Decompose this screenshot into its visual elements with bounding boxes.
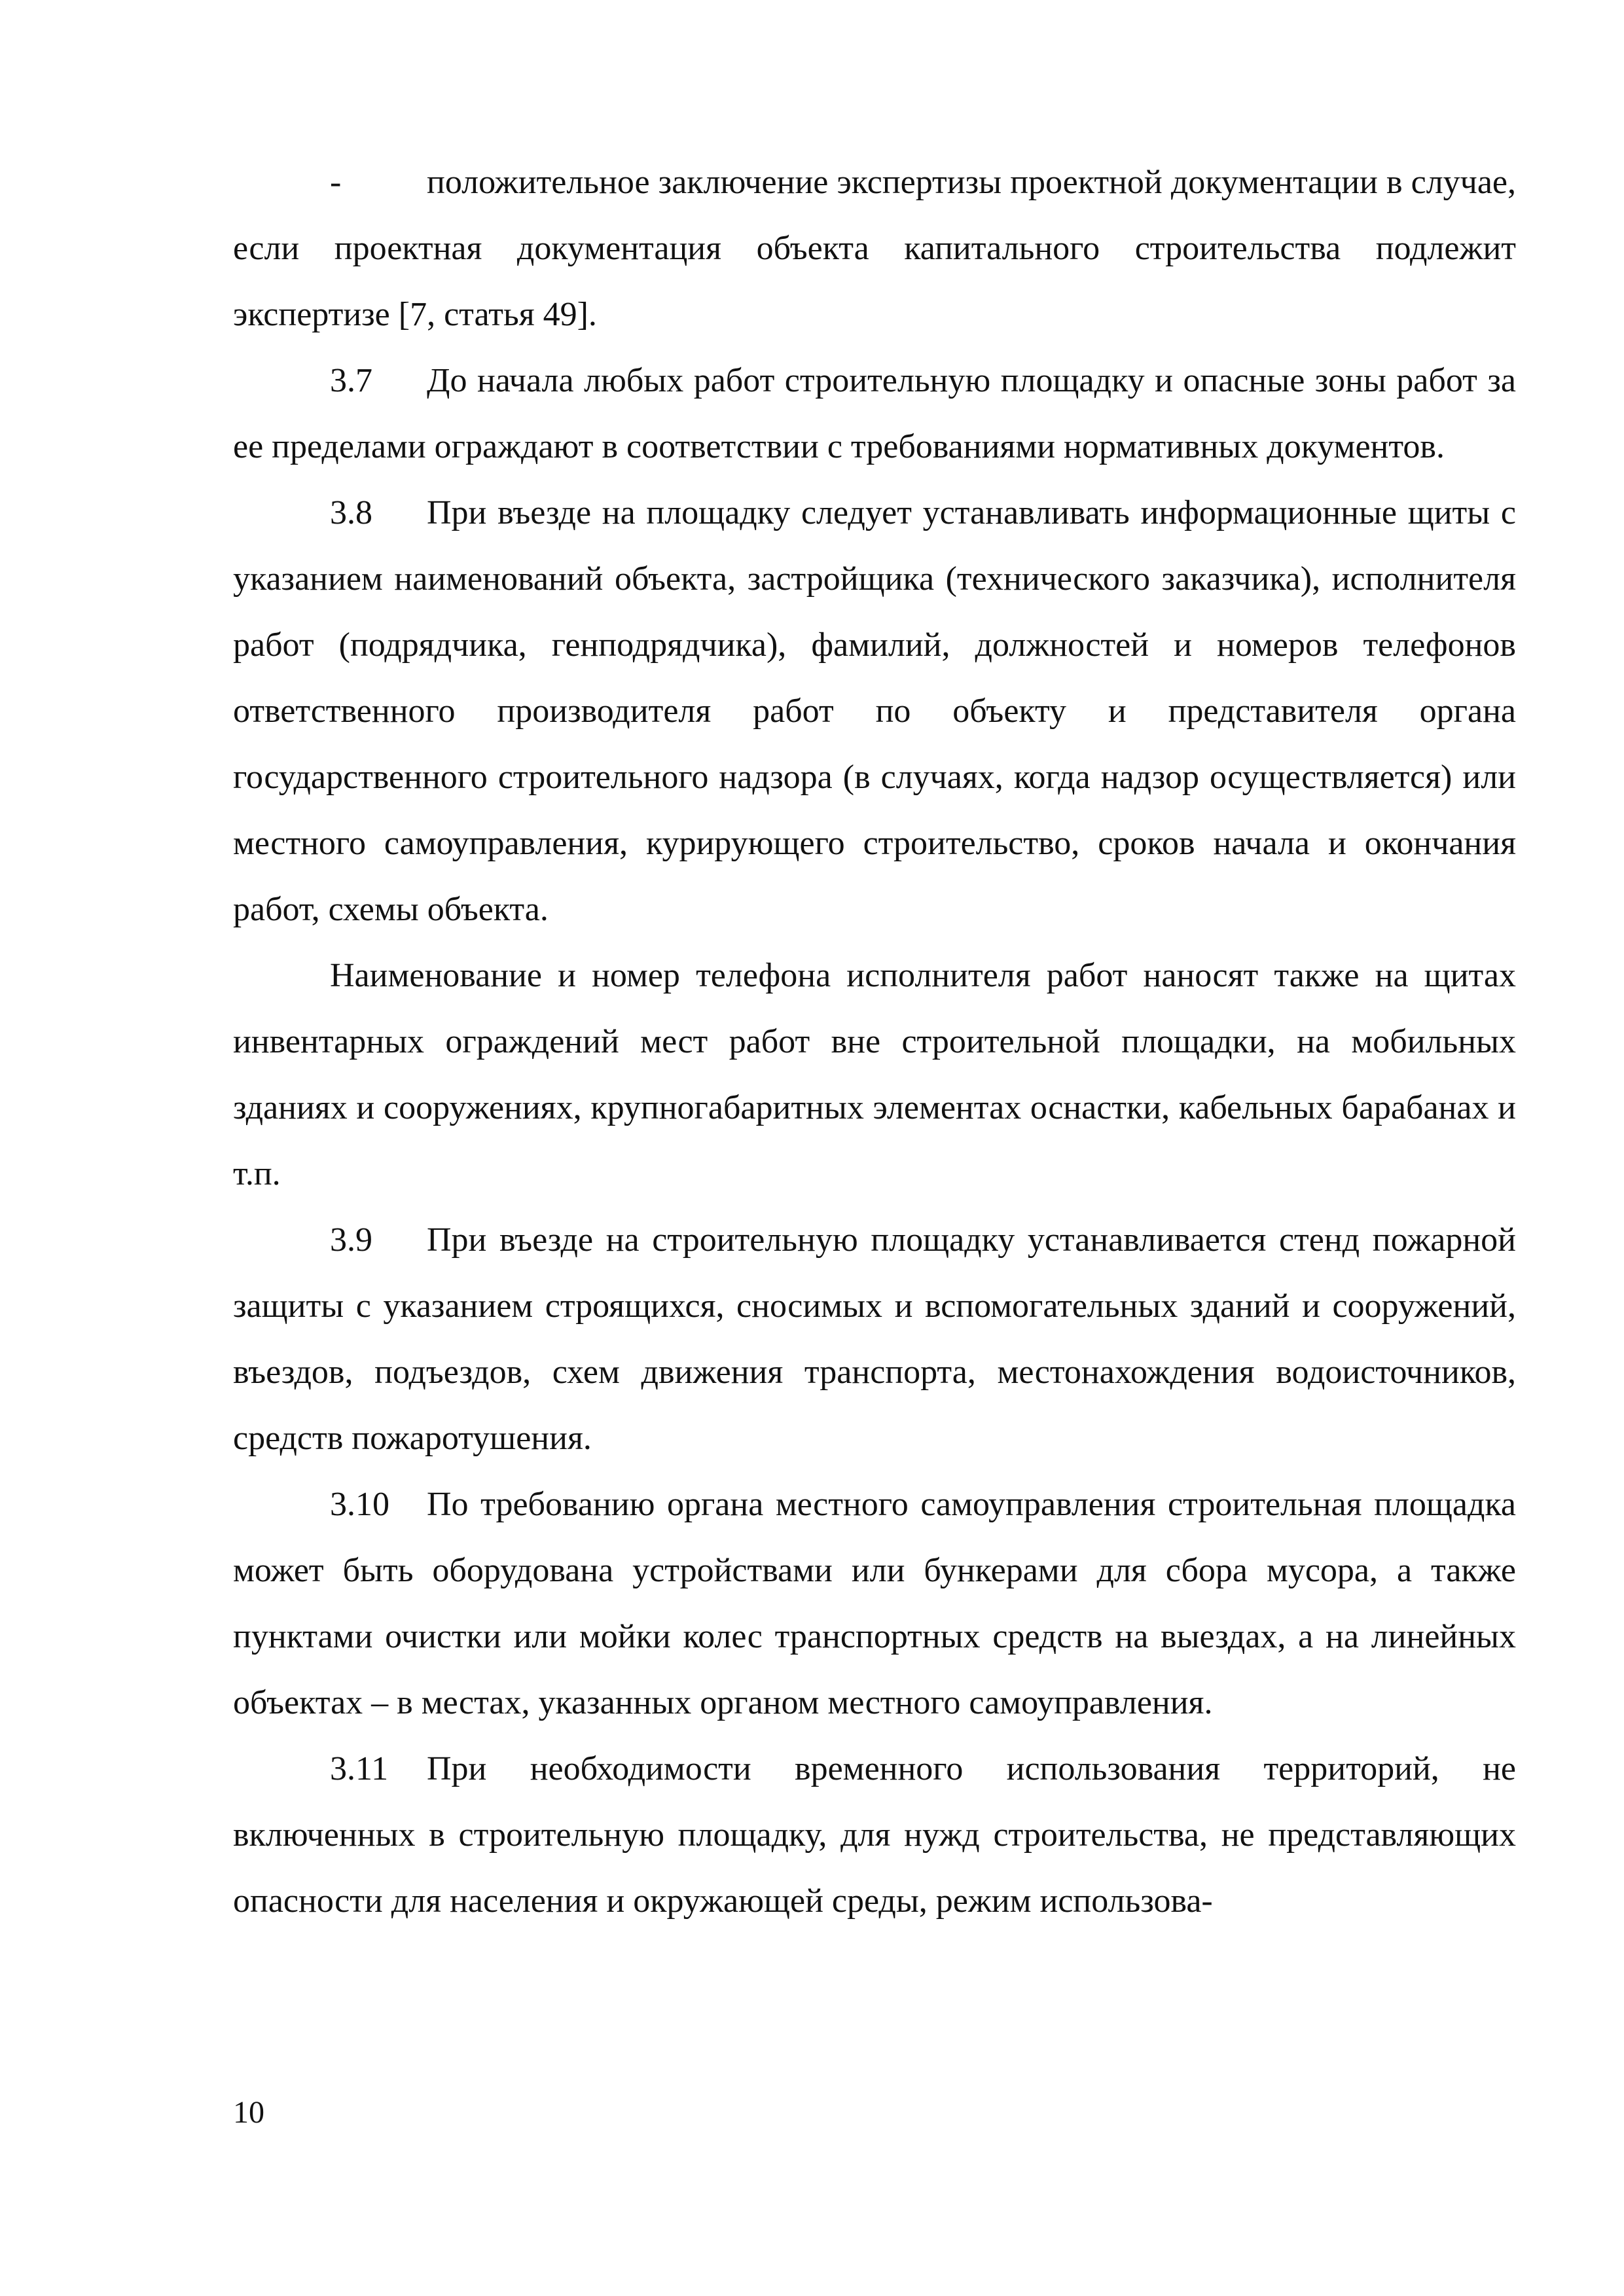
clause-3-11 xyxy=(233,1736,1516,1934)
clause-text: До начала любых работ строительную площадку и опасные зоны работ за ее пределами ограждают в соответствии с требованиями нормативных документов. xyxy=(233,362,1516,465)
clause-text: При въезде на строительную площадку устанавливается стенд пожарной защиты с указанием строящихся, сносимых и вспомогательных зданий и сооружений, въездов, подъездов, схем движения транспорта, местонахождения водоисточников, средств пожаротушения. xyxy=(233,1221,1516,1457)
clause-3-7 xyxy=(233,348,1516,480)
clause-number: 3.9 xyxy=(330,1221,372,1259)
paragraph-text: Наименование и номер телефона исполнителя работ наносят также на щитах инвентарных ограждений мест работ вне строительной площадки, на мобильных зданиях и сооружениях, крупногабаритных элементах оснастки, кабельных барабанах и т.п. xyxy=(233,957,1516,1193)
clause-number: 3.10 xyxy=(330,1486,389,1523)
clause-number: 3.8 xyxy=(330,494,372,531)
paragraph-contractor-info xyxy=(233,942,1516,1207)
clause-3-9 xyxy=(233,1207,1516,1471)
list-dash: - xyxy=(330,164,342,201)
clause-text: При необходимости временного использования территорий, не включенных в строительную площадку, для нужд строительства, не представляющих опасности для населения и окружающей среды, режим использова- xyxy=(233,1750,1516,1920)
paragraph-text: положительное заключение экспертизы проектной документации в случае, если проектная документация объекта капитального строительства подлежит экспертизе [7, статья 49]. xyxy=(233,164,1516,333)
clause-text: По требованию органа местного самоуправления строительная площадка может быть оборудована устройствами или бункерами для сбора мусора, а также пунктами очистки или мойки колес транспортных средств на выездах, а на линейных объектах – в местах, указанных органом местного самоуправления. xyxy=(233,1486,1516,1721)
clause-number: 3.7 xyxy=(330,362,372,399)
clause-text: При въезде на площадку следует устанавливать информационные щиты с указанием наименований объекта, застройщика (технического заказчика), исполнителя работ (подрядчика, генподрядчика), фамилий, должностей и номеров телефонов ответственного производителя работ по объекту и представителя органа государственного строительного надзора (в случаях, когда надзор осуществляется) или местного самоуправления, курирующего строительство, сроков начала и окончания работ, схемы объекта. xyxy=(233,494,1516,928)
page-body xyxy=(233,149,1516,1934)
paragraph-expert-conclusion xyxy=(233,149,1516,348)
page-number: 10 xyxy=(233,2095,264,2130)
clause-3-10 xyxy=(233,1471,1516,1736)
clause-number: 3.11 xyxy=(330,1750,389,1787)
clause-3-8 xyxy=(233,480,1516,942)
